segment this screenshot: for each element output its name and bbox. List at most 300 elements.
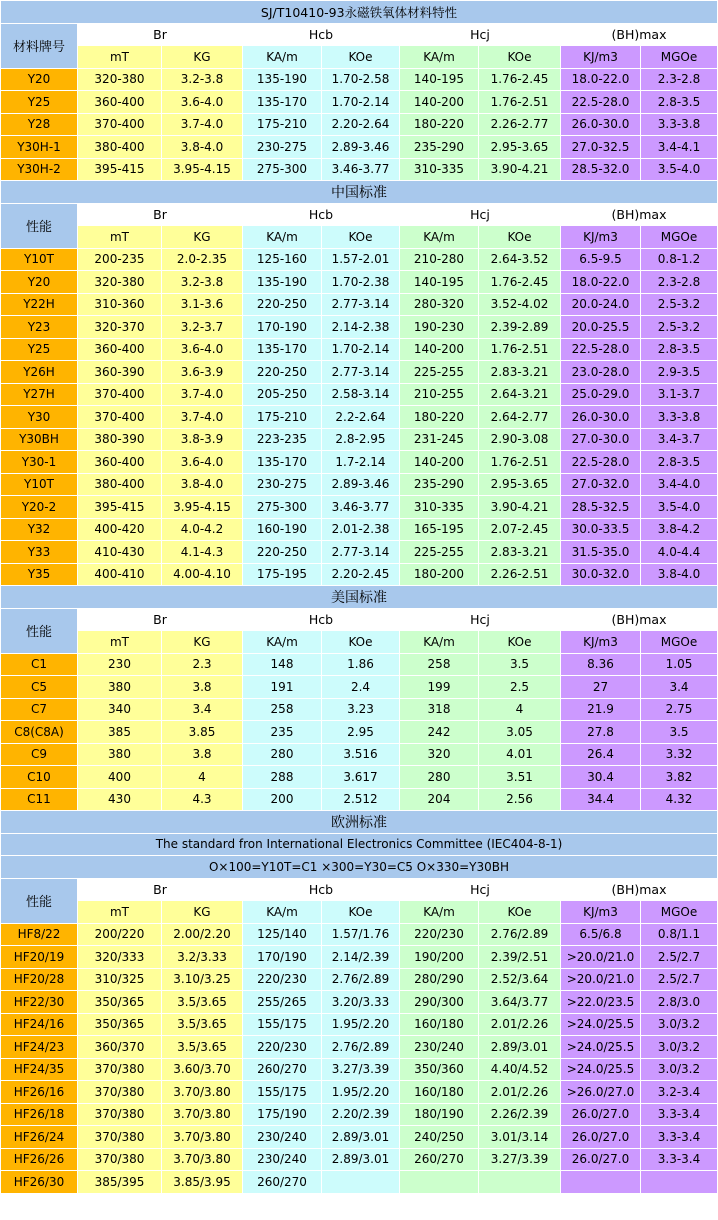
group-header-row <box>1 609 717 631</box>
unit-header: MGOe <box>641 631 717 653</box>
value-cell: 370/380 <box>78 1126 161 1148</box>
value-cell: 2.76/2.89 <box>322 1036 399 1058</box>
value-cell: 2.8-3.5 <box>641 451 717 473</box>
value-cell: 155/175 <box>243 1081 321 1103</box>
value-cell: 220/230 <box>243 969 321 991</box>
value-cell: 26.0/27.0 <box>561 1126 640 1148</box>
grade-cell: Y10T <box>1 249 77 271</box>
value-cell: 2.89-3.46 <box>322 474 399 496</box>
value-cell: 320/333 <box>78 946 161 968</box>
value-cell: 200-235 <box>78 249 161 271</box>
group-header-row <box>1 204 717 226</box>
table-row <box>1 496 717 518</box>
value-cell: 135-170 <box>243 451 321 473</box>
value-cell: 2.3-2.8 <box>641 271 717 293</box>
table-row <box>1 744 717 766</box>
value-cell: 2.76/2.89 <box>479 924 560 946</box>
unit-header: MGOe <box>641 226 717 248</box>
unit-header: KA/m <box>400 631 478 653</box>
value-cell: 230/240 <box>400 1036 478 1058</box>
grade-cell: C11 <box>1 789 77 811</box>
value-cell: 280-320 <box>400 294 478 316</box>
value-cell: 3.0/3.2 <box>641 1036 717 1058</box>
value-cell: 135-190 <box>243 271 321 293</box>
value-cell: 320 <box>400 744 478 766</box>
value-cell: 2.89/3.01 <box>322 1149 399 1171</box>
grade-cell: Y32 <box>1 519 77 541</box>
value-cell: 140-200 <box>400 91 478 113</box>
value-cell: 3.6-4.0 <box>162 91 242 113</box>
grade-cell: HF20/28 <box>1 969 77 991</box>
value-cell: 22.5-28.0 <box>561 451 640 473</box>
unit-header-row <box>1 631 717 653</box>
value-cell: 2.20-2.64 <box>322 114 399 136</box>
value-cell: 3.95-4.15 <box>162 159 242 181</box>
value-cell: 1.7-2.14 <box>322 451 399 473</box>
grade-cell: C7 <box>1 699 77 721</box>
grade-cell: Y30H-1 <box>1 136 77 158</box>
value-cell: 22.5-28.0 <box>561 339 640 361</box>
value-cell: 2.39-2.89 <box>479 316 560 338</box>
value-cell: 2.9-3.5 <box>641 361 717 383</box>
value-cell: 2.3-2.8 <box>641 69 717 91</box>
table-row <box>1 114 717 136</box>
value-cell: 370/380 <box>78 1149 161 1171</box>
group-header: Hcj <box>400 609 560 631</box>
unit-header: KA/m <box>400 901 478 923</box>
group-header: Hcj <box>400 204 560 226</box>
grade-cell: Y33 <box>1 541 77 563</box>
value-cell: 1.76-2.51 <box>479 339 560 361</box>
value-cell: 3.82 <box>641 766 717 788</box>
table-row <box>1 159 717 181</box>
unit-header: KG <box>162 631 242 653</box>
value-cell: 2.14/2.39 <box>322 946 399 968</box>
value-cell: 2.95 <box>322 721 399 743</box>
value-cell: 2.56 <box>479 789 560 811</box>
value-cell: 2.8-2.95 <box>322 429 399 451</box>
value-cell: 2.5/2.7 <box>641 969 717 991</box>
value-cell: 400 <box>78 766 161 788</box>
value-cell: 28.5-32.5 <box>561 496 640 518</box>
value-cell: 1.76-2.45 <box>479 69 560 91</box>
value-cell: 1.57/1.76 <box>322 924 399 946</box>
unit-header: MGOe <box>641 901 717 923</box>
value-cell: 135-190 <box>243 69 321 91</box>
value-cell: 290/300 <box>400 991 478 1013</box>
table-row <box>1 1171 717 1193</box>
table-row <box>1 451 717 473</box>
value-cell: 3.27/3.39 <box>479 1149 560 1171</box>
value-cell: 2.01/2.26 <box>479 1081 560 1103</box>
value-cell: 175-210 <box>243 406 321 428</box>
value-cell: 3.70/3.80 <box>162 1081 242 1103</box>
value-cell: 380-400 <box>78 474 161 496</box>
table-body <box>1 1 717 1193</box>
value-cell: 275-300 <box>243 159 321 181</box>
value-cell: 350/365 <box>78 1014 161 1036</box>
group-header: Hcj <box>400 879 560 901</box>
value-cell: >24.0/25.5 <box>561 1059 640 1081</box>
table-row <box>1 676 717 698</box>
value-cell: 4.00-4.10 <box>162 564 242 586</box>
value-cell: 260/270 <box>243 1059 321 1081</box>
value-cell: 2.512 <box>322 789 399 811</box>
value-cell: 3.51 <box>479 766 560 788</box>
property-label: 材料牌号 <box>1 24 77 68</box>
table-row <box>1 541 717 563</box>
group-header: Br <box>78 879 242 901</box>
table-row <box>1 564 717 586</box>
value-cell: 4 <box>479 699 560 721</box>
value-cell: 3.60/3.70 <box>162 1059 242 1081</box>
value-cell: 27.0-32.0 <box>561 474 640 496</box>
table-row <box>1 789 717 811</box>
value-cell: 235-290 <box>400 136 478 158</box>
value-cell: 27.0-30.0 <box>561 429 640 451</box>
title-row <box>1 1 717 23</box>
section-heading: 中国标准 <box>1 181 717 203</box>
value-cell: 4.32 <box>641 789 717 811</box>
value-cell: 2.83-3.21 <box>479 361 560 383</box>
value-cell: 3.8-4.0 <box>641 564 717 586</box>
grade-cell: Y22H <box>1 294 77 316</box>
unit-header-row <box>1 46 717 68</box>
value-cell: 3.3-3.8 <box>641 406 717 428</box>
table-title: SJ/T10410-93永磁铁氧体材料特性 <box>1 1 717 23</box>
value-cell: 175/190 <box>243 1104 321 1126</box>
table-row <box>1 406 717 428</box>
grade-cell: C5 <box>1 676 77 698</box>
value-cell: 2.89/3.01 <box>479 1036 560 1058</box>
value-cell: 3.85 <box>162 721 242 743</box>
group-header: Hcb <box>243 609 399 631</box>
value-cell: 26.4 <box>561 744 640 766</box>
value-cell: 3.3-3.8 <box>641 114 717 136</box>
grade-cell: C1 <box>1 654 77 676</box>
table-row <box>1 1149 717 1171</box>
grade-cell: Y26H <box>1 361 77 383</box>
group-header: Hcj <box>400 24 560 46</box>
value-cell: 220-250 <box>243 294 321 316</box>
value-cell: 2.64-3.52 <box>479 249 560 271</box>
value-cell: 22.5-28.0 <box>561 91 640 113</box>
unit-header: KJ/m3 <box>561 901 640 923</box>
group-header: Br <box>78 24 242 46</box>
value-cell: 31.5-35.0 <box>561 541 640 563</box>
value-cell: 400-420 <box>78 519 161 541</box>
value-cell: 199 <box>400 676 478 698</box>
group-header: (BH)max <box>561 879 717 901</box>
group-header-row <box>1 879 717 901</box>
unit-header: KA/m <box>243 226 321 248</box>
value-cell: 160/180 <box>400 1014 478 1036</box>
grade-cell: Y30 <box>1 406 77 428</box>
table-row <box>1 69 717 91</box>
value-cell: 230/240 <box>243 1149 321 1171</box>
value-cell: 3.4-4.0 <box>641 474 717 496</box>
value-cell: 260/270 <box>243 1171 321 1193</box>
unit-header: KOe <box>479 226 560 248</box>
value-cell: 2.5 <box>479 676 560 698</box>
value-cell: 1.95/2.20 <box>322 1014 399 1036</box>
value-cell: 2.01/2.26 <box>479 1014 560 1036</box>
table-row <box>1 1059 717 1081</box>
value-cell: 20.0-24.0 <box>561 294 640 316</box>
value-cell: 155/175 <box>243 1014 321 1036</box>
value-cell: 4.01 <box>479 744 560 766</box>
value-cell: 220-250 <box>243 541 321 563</box>
value-cell: 380-390 <box>78 429 161 451</box>
value-cell: 2.2-2.64 <box>322 406 399 428</box>
value-cell: 27 <box>561 676 640 698</box>
value-cell: 3.27/3.39 <box>322 1059 399 1081</box>
value-cell <box>561 1171 640 1193</box>
value-cell: >20.0/21.0 <box>561 969 640 991</box>
value-cell: 220/230 <box>400 924 478 946</box>
value-cell: 160/180 <box>400 1081 478 1103</box>
grade-cell: Y20-2 <box>1 496 77 518</box>
value-cell: 340 <box>78 699 161 721</box>
unit-header: KG <box>162 901 242 923</box>
value-cell: 27.0-32.5 <box>561 136 640 158</box>
section-heading: 欧洲标准 <box>1 811 717 833</box>
value-cell: 350/360 <box>400 1059 478 1081</box>
value-cell <box>641 1171 717 1193</box>
value-cell: 231-245 <box>400 429 478 451</box>
value-cell: 255/265 <box>243 991 321 1013</box>
value-cell: >20.0/21.0 <box>561 946 640 968</box>
table-row <box>1 316 717 338</box>
value-cell: 3.5 <box>479 654 560 676</box>
value-cell: 3.6-4.0 <box>162 339 242 361</box>
unit-header: KOe <box>479 46 560 68</box>
value-cell: 3.3-3.4 <box>641 1104 717 1126</box>
value-cell: 2.8/3.0 <box>641 991 717 1013</box>
table-row <box>1 721 717 743</box>
value-cell: 1.76-2.45 <box>479 271 560 293</box>
value-cell: 220/230 <box>243 1036 321 1058</box>
section-heading: 美国标准 <box>1 586 717 608</box>
value-cell: 230-275 <box>243 136 321 158</box>
value-cell: 3.5-4.0 <box>641 159 717 181</box>
value-cell: 3.7-4.0 <box>162 406 242 428</box>
value-cell: 0.8/1.1 <box>641 924 717 946</box>
value-cell: 395-415 <box>78 159 161 181</box>
group-header: Hcb <box>243 879 399 901</box>
unit-header: KA/m <box>400 226 478 248</box>
value-cell: 4.3 <box>162 789 242 811</box>
value-cell: 180-220 <box>400 114 478 136</box>
value-cell: 6.5/6.8 <box>561 924 640 946</box>
value-cell: 3.95-4.15 <box>162 496 242 518</box>
section-note: The standard fron International Electronics Committee (IEC404-8-1) <box>1 834 717 856</box>
value-cell: 310-360 <box>78 294 161 316</box>
value-cell: 2.58-3.14 <box>322 384 399 406</box>
value-cell <box>479 1171 560 1193</box>
table-row <box>1 271 717 293</box>
value-cell: 3.6-4.0 <box>162 451 242 473</box>
grade-cell: HF24/23 <box>1 1036 77 1058</box>
value-cell: 175-210 <box>243 114 321 136</box>
unit-header: KA/m <box>243 901 321 923</box>
unit-header: KJ/m3 <box>561 46 640 68</box>
value-cell: 2.89/3.01 <box>322 1126 399 1148</box>
grade-cell: HF26/18 <box>1 1104 77 1126</box>
value-cell: 190/200 <box>400 946 478 968</box>
section-heading-row <box>1 586 717 608</box>
value-cell: 280/290 <box>400 969 478 991</box>
value-cell: 2.5-3.2 <box>641 316 717 338</box>
table-row <box>1 384 717 406</box>
unit-header: KJ/m3 <box>561 631 640 653</box>
value-cell: 3.05 <box>479 721 560 743</box>
value-cell: 1.95/2.20 <box>322 1081 399 1103</box>
value-cell: 20.0-25.5 <box>561 316 640 338</box>
table-row <box>1 969 717 991</box>
section-note-row <box>1 856 717 878</box>
value-cell: 275-300 <box>243 496 321 518</box>
unit-header: mT <box>78 226 161 248</box>
value-cell: 2.00/2.20 <box>162 924 242 946</box>
value-cell: 3.2/3.33 <box>162 946 242 968</box>
value-cell: 3.23 <box>322 699 399 721</box>
value-cell: 30.4 <box>561 766 640 788</box>
unit-header: KA/m <box>243 46 321 68</box>
value-cell: 3.2-3.7 <box>162 316 242 338</box>
value-cell: >24.0/25.5 <box>561 1014 640 1036</box>
value-cell: 3.5-4.0 <box>641 496 717 518</box>
value-cell: 430 <box>78 789 161 811</box>
value-cell: 3.2-3.8 <box>162 69 242 91</box>
value-cell: 165-195 <box>400 519 478 541</box>
value-cell: 2.83-3.21 <box>479 541 560 563</box>
grade-cell: C10 <box>1 766 77 788</box>
value-cell: 25.0-29.0 <box>561 384 640 406</box>
value-cell: 410-430 <box>78 541 161 563</box>
value-cell: 2.8-3.5 <box>641 91 717 113</box>
value-cell: 170-190 <box>243 316 321 338</box>
value-cell: 3.4 <box>162 699 242 721</box>
value-cell: 400-410 <box>78 564 161 586</box>
value-cell: 3.7-4.0 <box>162 384 242 406</box>
value-cell: 34.4 <box>561 789 640 811</box>
value-cell: 380 <box>78 744 161 766</box>
value-cell: 190-230 <box>400 316 478 338</box>
unit-header: KG <box>162 46 242 68</box>
value-cell: 310-335 <box>400 496 478 518</box>
value-cell: 318 <box>400 699 478 721</box>
value-cell: 2.90-3.08 <box>479 429 560 451</box>
value-cell: >24.0/25.5 <box>561 1036 640 1058</box>
table-row <box>1 766 717 788</box>
value-cell: 310/325 <box>78 969 161 991</box>
value-cell <box>322 1171 399 1193</box>
value-cell: 385/395 <box>78 1171 161 1193</box>
table-row <box>1 519 717 541</box>
table-row <box>1 361 717 383</box>
value-cell: 3.0/3.2 <box>641 1014 717 1036</box>
value-cell: 360/370 <box>78 1036 161 1058</box>
value-cell: 2.77-3.14 <box>322 294 399 316</box>
grade-cell: Y35 <box>1 564 77 586</box>
value-cell: 30.0-32.0 <box>561 564 640 586</box>
unit-header: KA/m <box>243 631 321 653</box>
table-row <box>1 699 717 721</box>
value-cell: 1.70-2.58 <box>322 69 399 91</box>
grade-cell: HF26/24 <box>1 1126 77 1148</box>
unit-header: mT <box>78 631 161 653</box>
grade-cell: C8(C8A) <box>1 721 77 743</box>
value-cell: 135-170 <box>243 339 321 361</box>
value-cell: 360-400 <box>78 451 161 473</box>
value-cell: 385 <box>78 721 161 743</box>
value-cell: 1.70-2.14 <box>322 91 399 113</box>
value-cell: 3.85/3.95 <box>162 1171 242 1193</box>
grade-cell: HF26/16 <box>1 1081 77 1103</box>
value-cell: 380-400 <box>78 136 161 158</box>
value-cell: 3.90-4.21 <box>479 496 560 518</box>
table-row <box>1 1036 717 1058</box>
value-cell: 3.5/3.65 <box>162 1014 242 1036</box>
value-cell: 140-195 <box>400 271 478 293</box>
value-cell: 180/190 <box>400 1104 478 1126</box>
value-cell: 3.3-3.4 <box>641 1126 717 1148</box>
value-cell: 200/220 <box>78 924 161 946</box>
value-cell: 240/250 <box>400 1126 478 1148</box>
value-cell: 260/270 <box>400 1149 478 1171</box>
grade-cell: HF26/30 <box>1 1171 77 1193</box>
value-cell: 320-380 <box>78 271 161 293</box>
section-note-row <box>1 834 717 856</box>
value-cell: 3.5 <box>641 721 717 743</box>
value-cell: 26.0/27.0 <box>561 1149 640 1171</box>
section-heading-row <box>1 811 717 833</box>
value-cell: 0.8-1.2 <box>641 249 717 271</box>
value-cell: 3.5/3.65 <box>162 1036 242 1058</box>
unit-header: KOe <box>479 631 560 653</box>
value-cell: 3.2-3.8 <box>162 271 242 293</box>
value-cell: 180-220 <box>400 406 478 428</box>
value-cell: 2.20-2.45 <box>322 564 399 586</box>
group-header: Br <box>78 609 242 631</box>
value-cell: 3.6-3.9 <box>162 361 242 383</box>
table-row <box>1 924 717 946</box>
value-cell: 4 <box>162 766 242 788</box>
value-cell: 125/140 <box>243 924 321 946</box>
group-header-row <box>1 24 717 46</box>
unit-header: KOe <box>479 901 560 923</box>
unit-header: mT <box>78 46 161 68</box>
value-cell: 3.8-4.2 <box>641 519 717 541</box>
value-cell: 2.14-2.38 <box>322 316 399 338</box>
value-cell: 3.1-3.6 <box>162 294 242 316</box>
unit-header: KOe <box>322 46 399 68</box>
value-cell: 2.20/2.39 <box>322 1104 399 1126</box>
grade-cell: HF24/35 <box>1 1059 77 1081</box>
table-row <box>1 429 717 451</box>
value-cell: 140-200 <box>400 451 478 473</box>
unit-header: KJ/m3 <box>561 226 640 248</box>
value-cell: 210-255 <box>400 384 478 406</box>
value-cell: 3.8 <box>162 744 242 766</box>
value-cell: 2.76/2.89 <box>322 969 399 991</box>
value-cell: 230/240 <box>243 1126 321 1148</box>
property-label: 性能 <box>1 879 77 923</box>
value-cell: 2.77-3.14 <box>322 541 399 563</box>
grade-cell: Y10T <box>1 474 77 496</box>
value-cell: 148 <box>243 654 321 676</box>
